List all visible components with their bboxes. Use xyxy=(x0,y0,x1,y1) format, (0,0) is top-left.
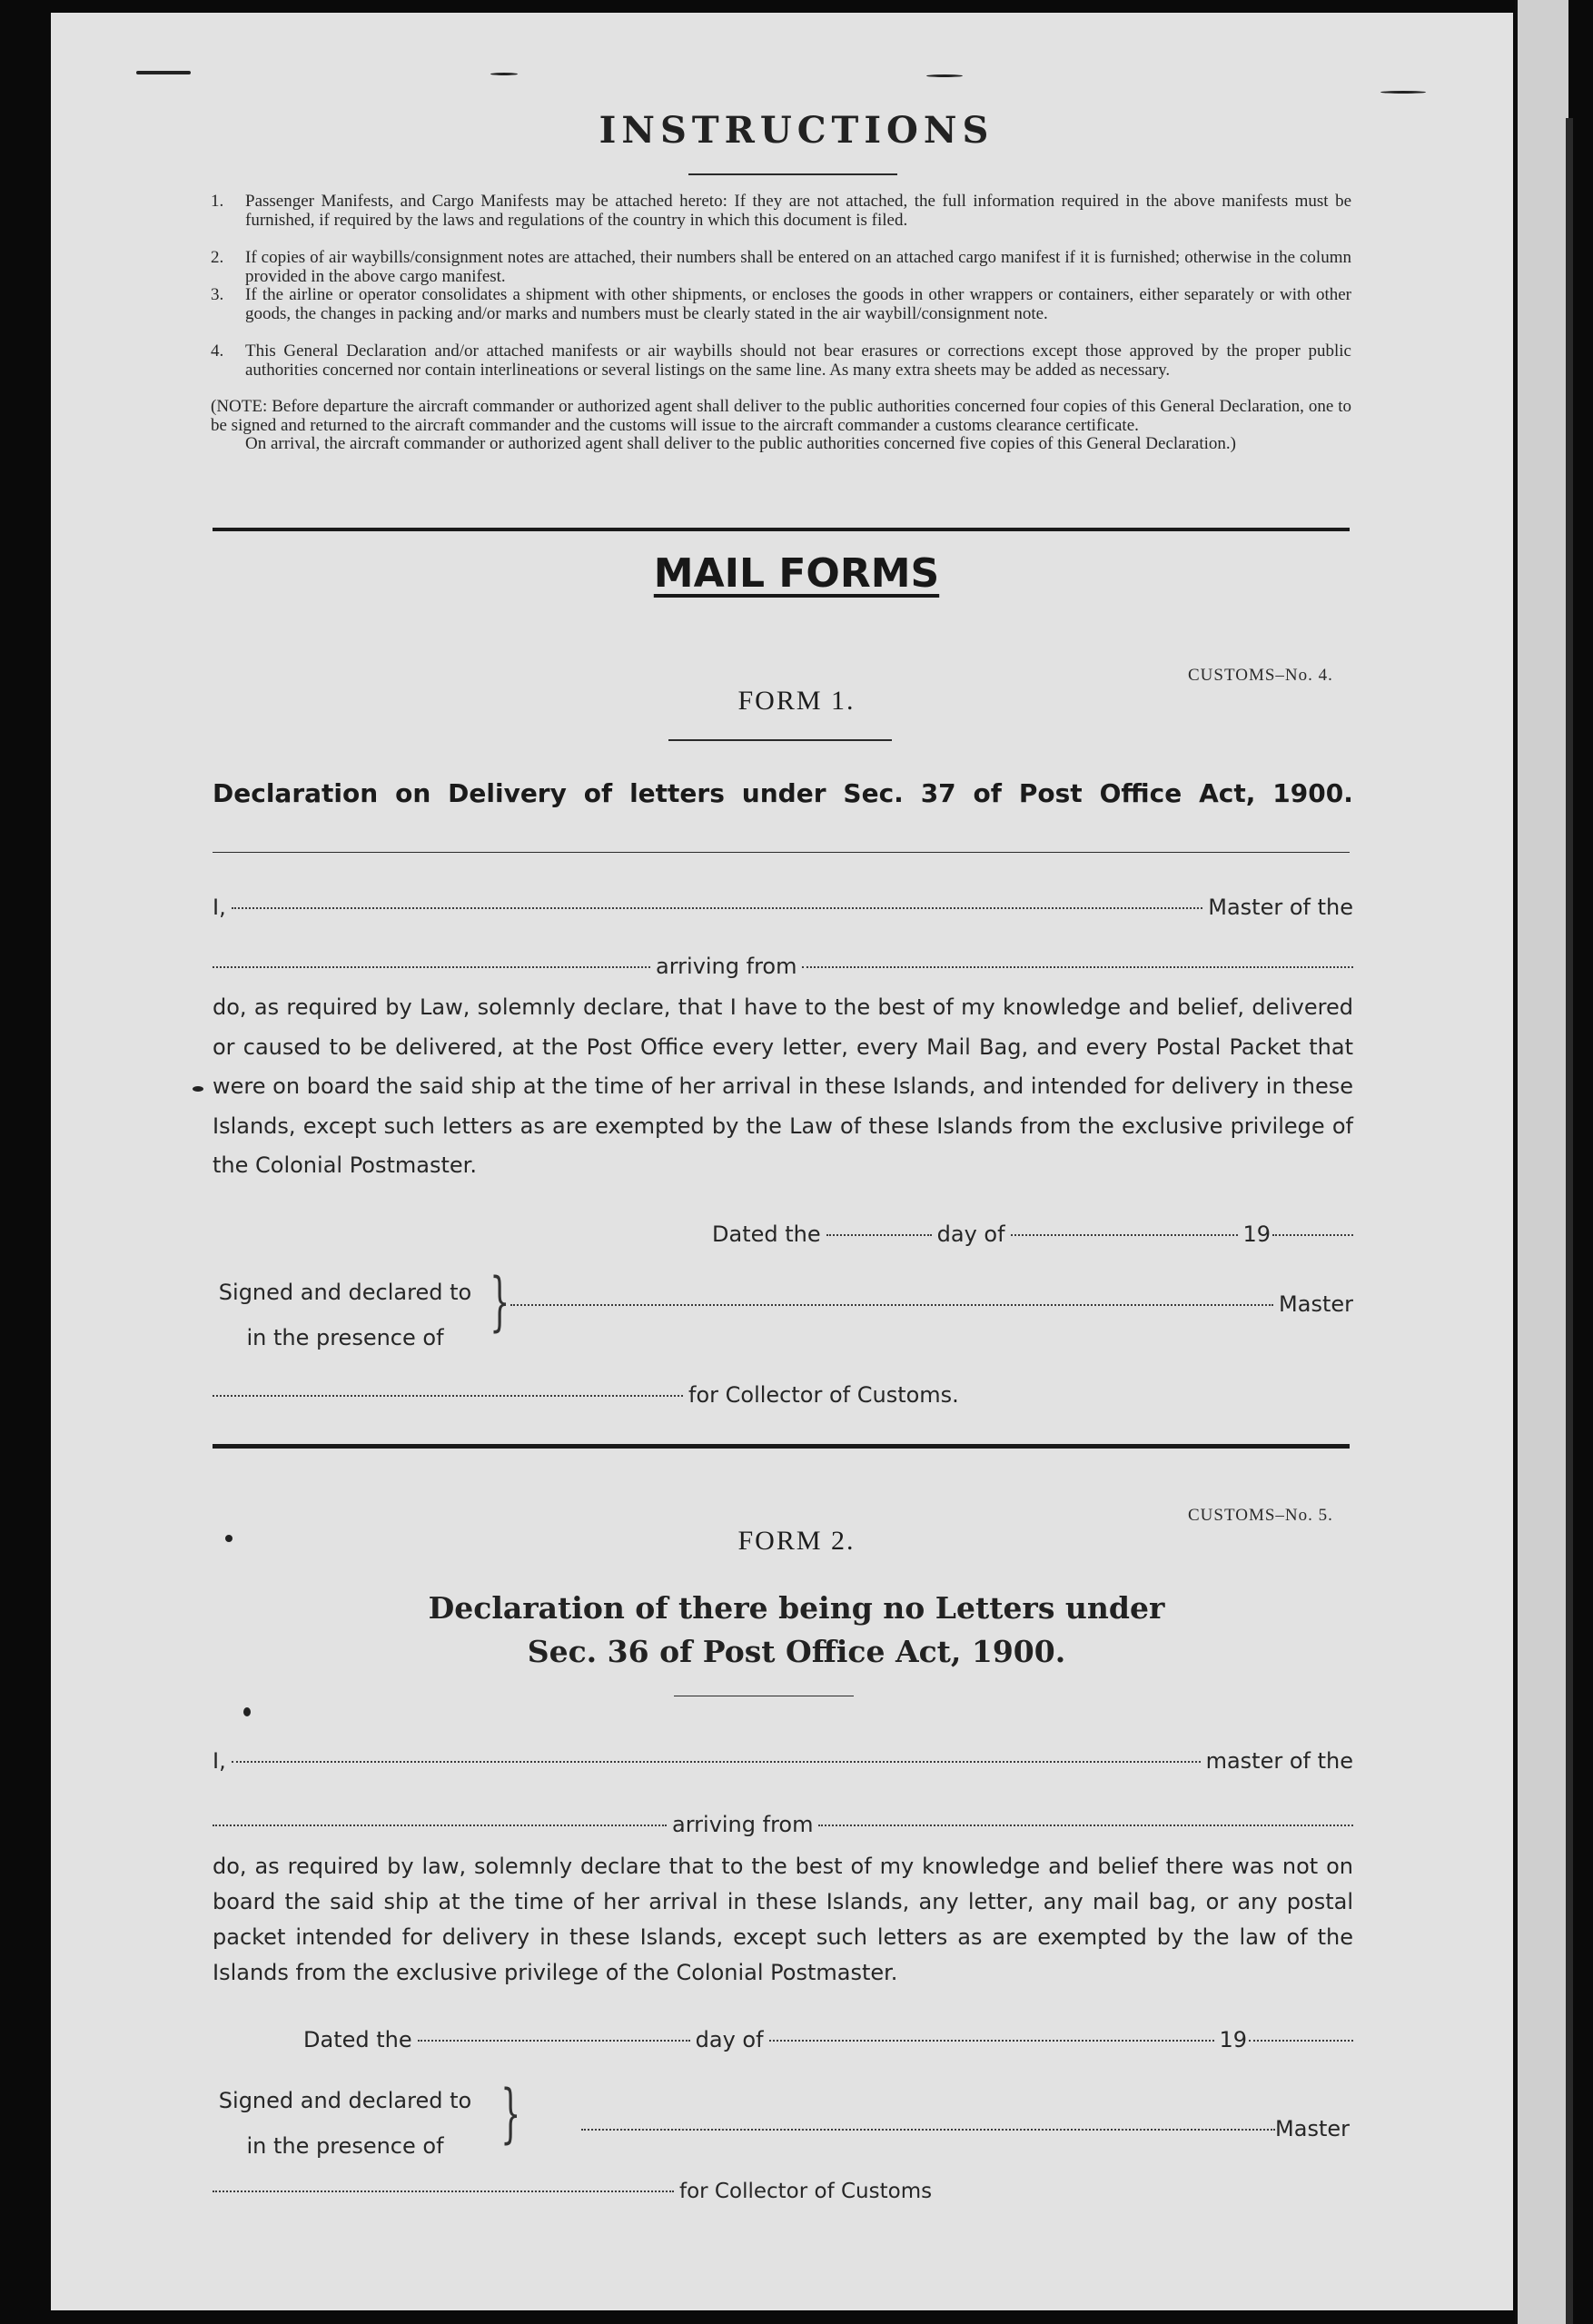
heading-word: Act, xyxy=(1199,778,1256,808)
heading-word: Sec. xyxy=(843,778,904,808)
title-rule xyxy=(668,739,892,741)
form2-declaration-heading xyxy=(0,1587,1593,1674)
line-suffix: Master of the xyxy=(1208,895,1353,920)
customs-number: CUSTOMS–No. 4. xyxy=(1188,666,1333,685)
month-blank[interactable] xyxy=(769,2040,1214,2042)
underlying-page-edge xyxy=(1515,0,1568,2324)
form2-arriving-line xyxy=(213,1812,1353,1837)
instruction-number: 1. xyxy=(211,192,224,211)
heading-word: Post xyxy=(1018,778,1083,808)
signed-label-line1: Signed and declared to xyxy=(218,2088,472,2113)
instruction-text: Passenger Manifests, and Cargo Manifests may be attached hereto: If they are not attached, the full information required in the above manifests must be furnished, if required by the laws and regulations of the country in which this document is filed. xyxy=(245,192,1351,230)
heading-word: under xyxy=(741,778,826,808)
form2-collector-line xyxy=(213,2180,1030,2203)
form2-date-line xyxy=(303,2027,1353,2052)
ship-name-blank[interactable] xyxy=(213,1825,667,1826)
scan-mark xyxy=(1380,91,1426,94)
form2-declaration-paragraph: do, as required by law, solemnly declare that to the best of my knowledge and belief there was not on board the said ship at the time of her arrival in these Islands, any letter, any mail bag, or any postal packet intended for delivery in these Islands, except such letters as are exempted by the law of the Islands from the exclusive privilege of the Colonial Postmaster. xyxy=(213,1854,1353,1985)
form1-arriving-line xyxy=(213,954,1353,979)
form1-master-signature-line xyxy=(510,1291,1353,1317)
instruction-number: 3. xyxy=(211,285,224,304)
heading-word: Office xyxy=(1099,778,1182,808)
customs-number: CUSTOMS–No. 5. xyxy=(1188,1506,1333,1525)
instruction-text: This General Declaration and/or attached manifests or air waybills should not bear erasures or corrections except those approved by the proper public authorities concerned nor contain interlineations or several listings on the same line. As many extra sheets may be added as necessary. xyxy=(245,341,1351,380)
heading-word: 37 xyxy=(920,778,956,808)
heading-word: on xyxy=(395,778,431,808)
note-part-2: On arrival, the aircraft commander or authorized agent shall deliver to the public authorities concerned five copies of this General Declaration.) xyxy=(245,434,1236,453)
dated-label: Dated the xyxy=(712,1221,821,1247)
form2-master-signature-line xyxy=(581,2116,1350,2141)
heading-line1: Declaration of there being no Letters under xyxy=(428,1590,1165,1626)
mail-forms-title: MAIL FORMS xyxy=(653,550,940,597)
scan-mark xyxy=(136,71,191,74)
origin-blank[interactable] xyxy=(802,966,1353,968)
heading-word: Declaration xyxy=(213,778,379,808)
collector-signature-blank[interactable] xyxy=(213,2190,674,2192)
master-name-blank[interactable] xyxy=(232,1761,1201,1763)
heading-rule xyxy=(688,173,897,175)
month-blank[interactable] xyxy=(1011,1234,1238,1236)
year-blank[interactable] xyxy=(1249,2040,1353,2042)
form-divider xyxy=(213,1444,1350,1449)
form1-title: FORM 1. xyxy=(737,686,856,716)
dated-label: Dated the xyxy=(303,2027,412,2052)
form1-date-line xyxy=(712,1221,1353,1247)
note-part-1: (NOTE: Before departure the aircraft commander or authorized agent shall deliver to the public authorities concerned four copies of this General Declaration, one to be signed and returned to the aircraft commander and the customs will issue to the aircraft commander a customs clearance certificate. xyxy=(211,397,1351,435)
form1-collector-line xyxy=(213,1382,1030,1408)
heading-word: Delivery xyxy=(448,778,567,808)
scan-mark xyxy=(243,1707,251,1716)
heading-line2: Sec. 36 of Post Office Act, 1900. xyxy=(527,1634,1066,1669)
form2-title: FORM 2. xyxy=(737,1526,856,1556)
arriving-from-label: arriving from xyxy=(672,1812,814,1837)
heading-word: 1900. xyxy=(1272,778,1353,808)
heading-word: letters xyxy=(629,778,725,808)
origin-blank[interactable] xyxy=(818,1825,1353,1826)
arriving-from-label: arriving from xyxy=(656,954,797,979)
year-blank[interactable] xyxy=(1272,1234,1353,1236)
line-prefix: I, xyxy=(213,895,226,920)
form2-master-line xyxy=(213,1748,1353,1774)
scan-mark xyxy=(926,74,963,77)
brace-icon: } xyxy=(490,1264,510,1339)
collector-label: for Collector of Customs xyxy=(679,2180,933,2203)
day-blank[interactable] xyxy=(826,1234,932,1236)
instruction-number: 2. xyxy=(211,248,224,267)
instruction-number: 4. xyxy=(211,341,224,361)
master-signature-blank[interactable] xyxy=(581,2129,1275,2131)
brace-icon: } xyxy=(500,2076,521,2151)
scan-mark xyxy=(193,1086,203,1092)
instruction-text: If copies of air waybills/consignment notes are attached, their numbers shall be entered on an attached cargo manifest if it is furnished; otherwise in the column provided in the above cargo manifest. xyxy=(245,248,1351,286)
page-shadow xyxy=(1566,118,1573,2324)
collector-label: for Collector of Customs. xyxy=(688,1382,959,1408)
instruction-text: If the airline or operator consolidates a shipment with other shipments, or encloses the goods in other wrappers or containers, either separately or with other goods, the changes in packing and/or marks and numbers must be clearly stated in the air waybill/consignment note. xyxy=(245,285,1351,323)
scan-mark xyxy=(490,73,518,75)
form2-signed-label xyxy=(209,2078,481,2169)
line-prefix: I, xyxy=(213,1748,226,1774)
heading-word: of xyxy=(973,778,1002,808)
section-divider xyxy=(213,528,1350,531)
signed-label-line2: in the presence of xyxy=(246,1325,444,1350)
form1-signed-label xyxy=(209,1270,481,1360)
master-name-blank[interactable] xyxy=(232,907,1203,909)
day-of-label: day of xyxy=(936,1221,1005,1247)
collector-signature-blank[interactable] xyxy=(213,1395,683,1397)
instructions-heading: INSTRUCTIONS xyxy=(599,109,994,152)
heading-word: of xyxy=(583,778,613,808)
day-of-label: day of xyxy=(695,2027,764,2052)
master-signature-blank[interactable] xyxy=(510,1304,1273,1306)
signed-label-line1: Signed and declared to xyxy=(218,1280,472,1305)
form1-declaration-heading xyxy=(213,778,1353,808)
signed-label-line2: in the presence of xyxy=(246,2133,444,2159)
ship-name-blank[interactable] xyxy=(213,966,650,968)
instructions-note xyxy=(211,398,1351,454)
heading-rule xyxy=(213,852,1350,853)
year-label: 19 xyxy=(1242,1221,1271,1247)
master-label: Master xyxy=(1279,1291,1353,1317)
form1-declaration-paragraph: do, as required by Law, solemnly declare, that I have to the best of my knowledge and belief, delivered or caused to be delivered, at the Post Office every letter, every Mail Bag, and every Postal Packet that were on board the said ship at the time of her arrival in these Islands, and intended for delivery in these Islands, except such letters as are exempted by the Law of these Islands from the exclusive privilege of the Colonial Postmaster. xyxy=(213,994,1353,1178)
master-label: Master xyxy=(1275,2116,1350,2141)
day-blank[interactable] xyxy=(418,2040,690,2042)
line-suffix: master of the xyxy=(1205,1748,1353,1774)
form1-master-line xyxy=(213,895,1353,920)
year-label: 19 xyxy=(1219,2027,1248,2052)
